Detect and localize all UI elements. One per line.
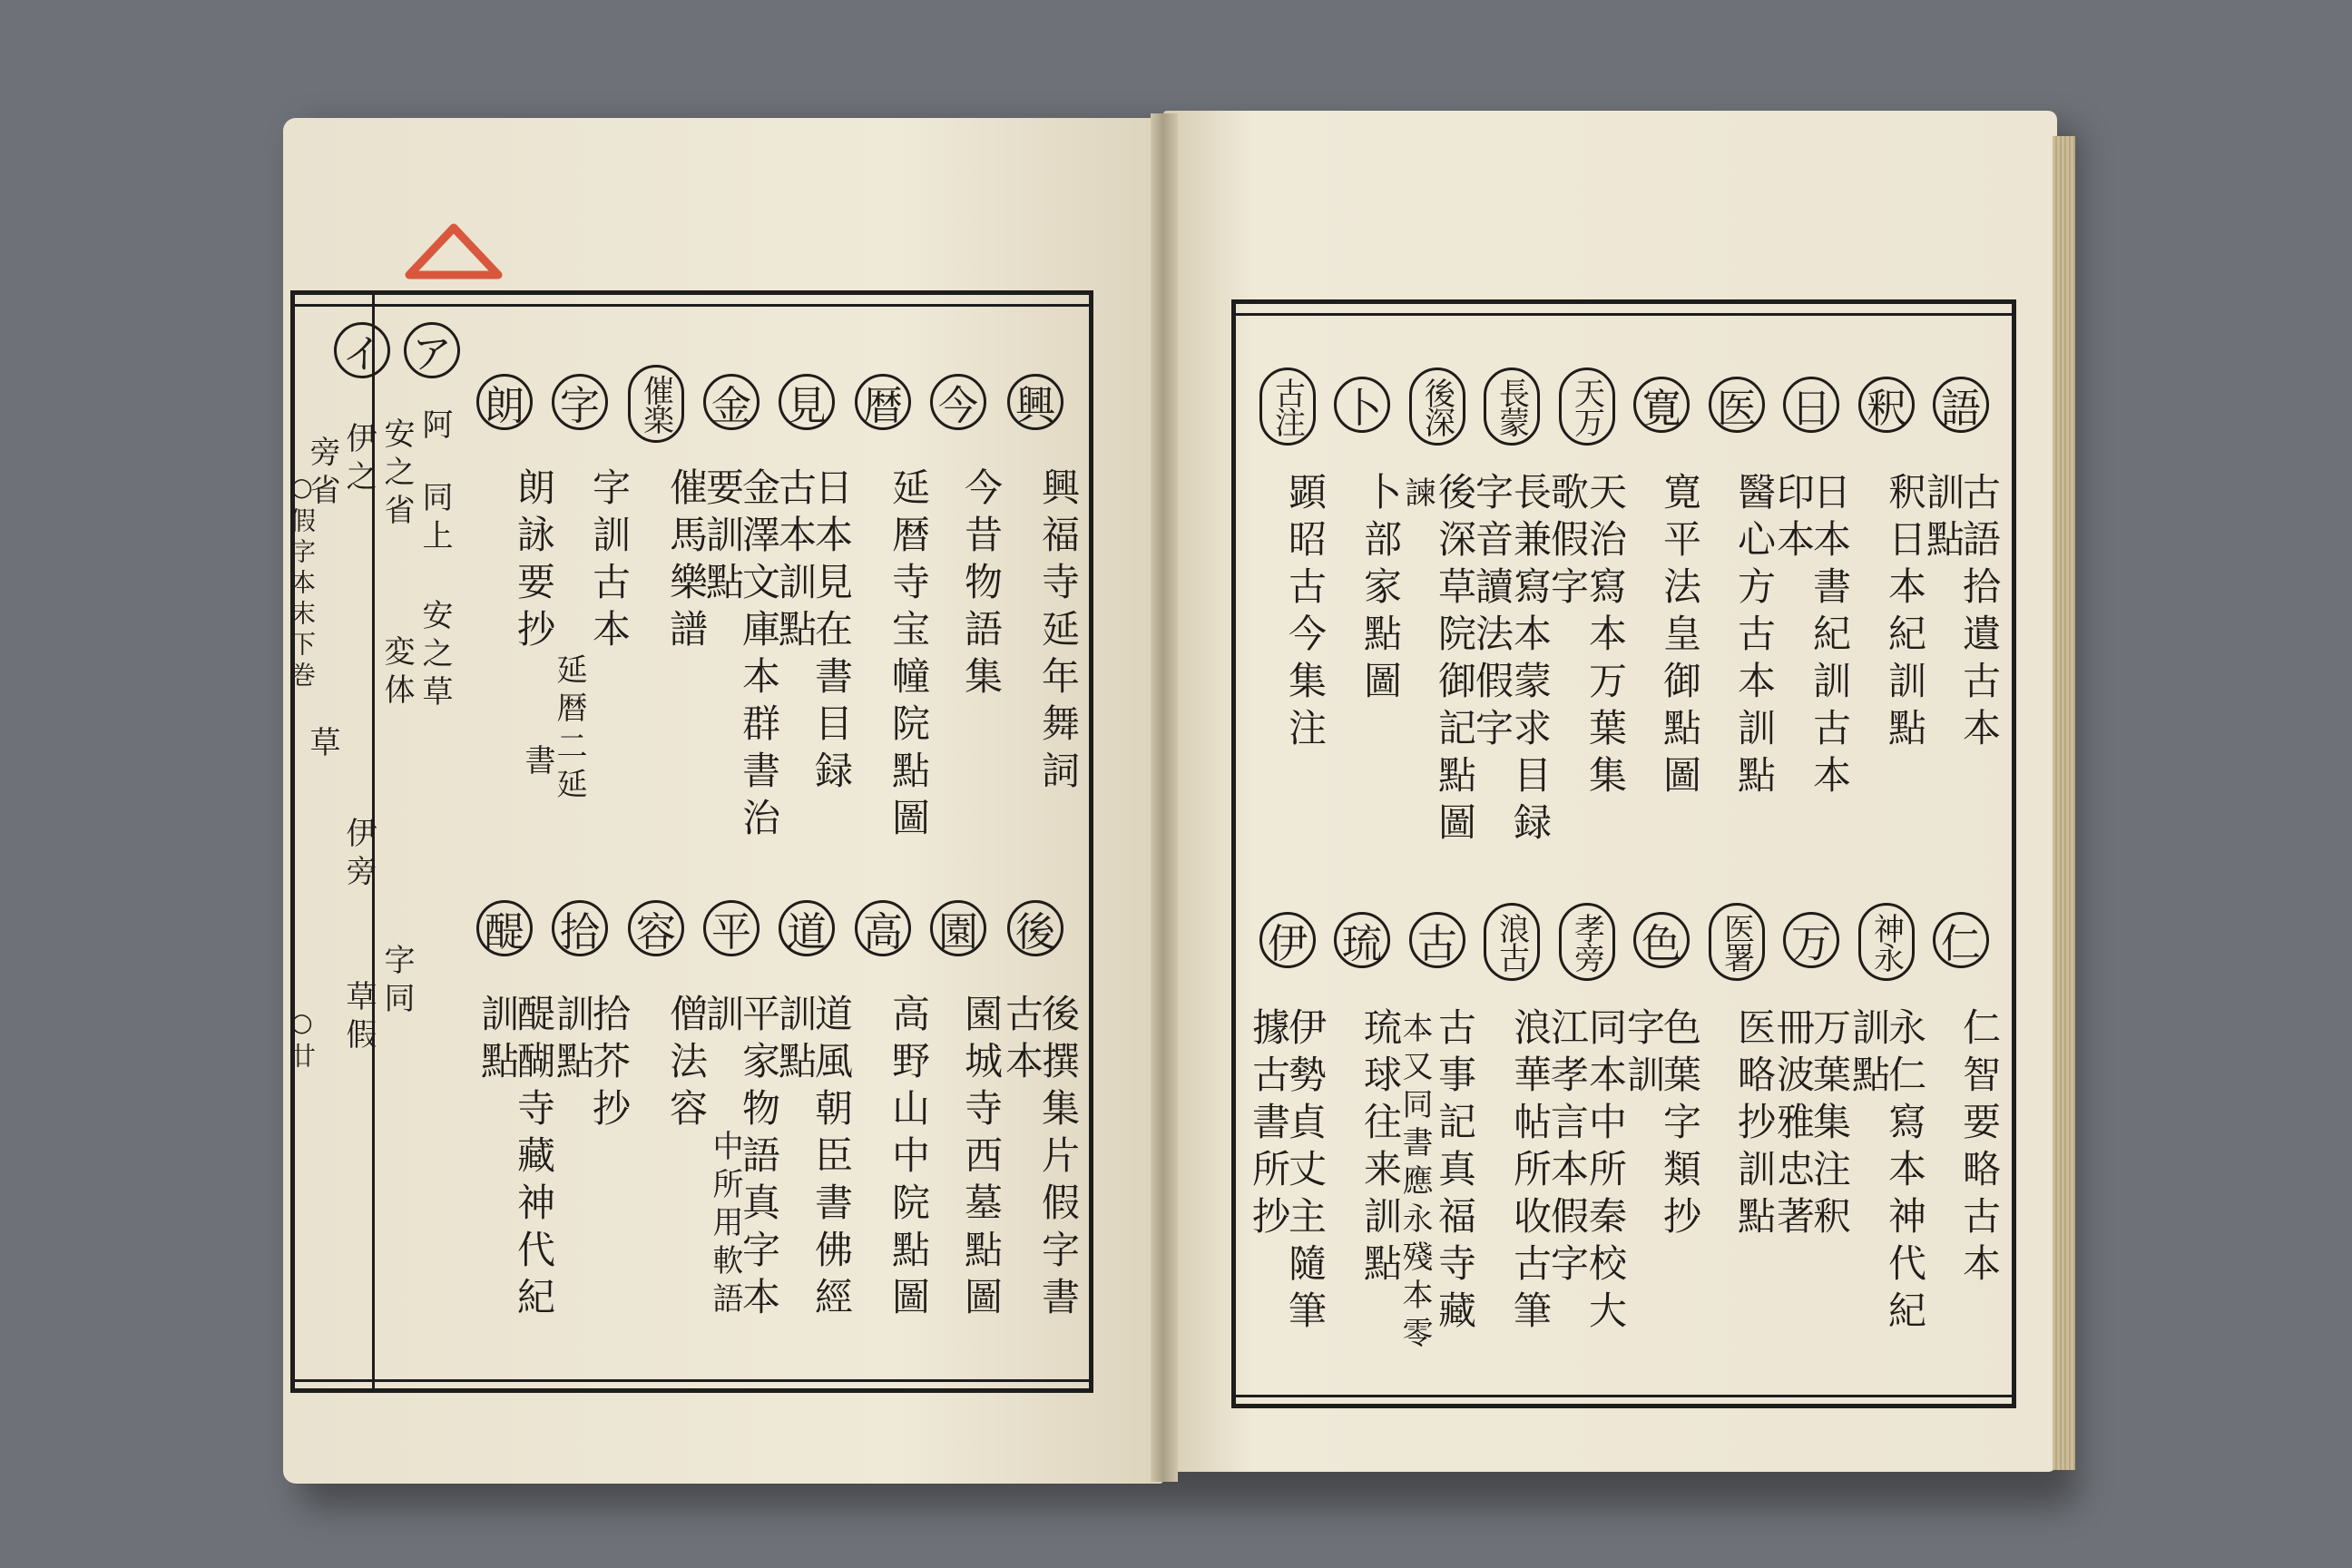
entry-text: 園城寺西墓點圖 <box>959 994 1004 1324</box>
kana-variant-b1: 安之省 <box>378 417 415 532</box>
entry-head: 日 <box>1783 377 1839 433</box>
right-top-inner-rule <box>1231 313 2016 316</box>
entry-text: 卜部家點圖 <box>1358 472 1403 708</box>
entry-head: 平 <box>703 900 760 956</box>
page-edges <box>2053 136 2075 1470</box>
kana-variant-a3: 安之草 <box>416 599 453 713</box>
entry-head: 興 <box>1007 374 1063 430</box>
entry-text: 伊勢貞丈主隨筆 <box>1283 1007 1328 1338</box>
entry-head: 神永 <box>1858 903 1915 981</box>
entry-head: 催楽 <box>628 365 684 443</box>
entry-head: 高 <box>855 900 911 956</box>
entry-head: 琉 <box>1334 912 1390 968</box>
margin-title: ○假字本末下巻 <box>287 472 317 692</box>
entry-text: 釈日本紀訓點 <box>1883 472 1927 755</box>
entry-text: 醫心方古本訓點 <box>1732 472 1777 802</box>
entry-text: 訓點 <box>475 994 520 1088</box>
left-top-inner-rule <box>290 304 1093 307</box>
entry-head: 語 <box>1933 377 1989 433</box>
entry-head: 孝旁 <box>1559 903 1615 981</box>
entry-text: 同本中所秦校大 <box>1583 1007 1628 1338</box>
entry-head: 後 <box>1007 900 1063 956</box>
entry-text: 訓點 <box>551 994 595 1088</box>
entry-head: 醍 <box>476 900 533 956</box>
entry-text: 僧法容 <box>664 994 709 1135</box>
entry-text: 寛平法皇御點圖 <box>1658 472 1702 802</box>
entry-head: 道 <box>779 900 835 956</box>
entry-text: 道風朝臣書佛經 <box>809 994 854 1324</box>
entry-text: 色葉字類抄 <box>1658 1007 1702 1243</box>
entry-text: 古本訓點 <box>773 467 818 656</box>
entry-text: 医略抄訓點 <box>1732 1007 1777 1243</box>
entry-text: 平家物語真字本 <box>737 994 781 1324</box>
entry-text: 訓 <box>701 994 745 1041</box>
entry-text: 高野山中院點圖 <box>887 994 931 1324</box>
entry-text: 顕昭古今集注 <box>1283 472 1328 755</box>
entry-text: 後深草院御記點圖 <box>1433 472 1477 849</box>
left-bottom-inner-rule <box>290 1379 1093 1382</box>
entry-text: 拾芥抄 <box>587 994 632 1135</box>
entry-head: 長蒙 <box>1484 368 1540 446</box>
entry-note: 本又同書應永殘本零 <box>1396 1012 1433 1355</box>
entry-note: 中所用軟語 <box>707 1130 743 1320</box>
entry-text: 浪華帖所收古筆 <box>1508 1007 1553 1338</box>
entry-head: 拾 <box>552 900 608 956</box>
kana-variant-c1: 伊之 <box>340 422 377 498</box>
entry-head: 天万 <box>1559 368 1615 446</box>
entry-text: 永仁寫本神代紀 <box>1883 1007 1927 1338</box>
entry-note: 書 <box>519 744 555 782</box>
entry-head: 伊 <box>1259 912 1316 968</box>
entry-text: 古事記真福寺藏 <box>1433 1007 1477 1338</box>
entry-text: 要訓點 <box>701 467 745 609</box>
entry-head: 医署 <box>1709 903 1765 981</box>
kana-variant-a2: 同上 <box>416 481 453 557</box>
kana-variant-d2: 草 <box>304 726 340 764</box>
entry-head: 色 <box>1633 912 1690 968</box>
entry-head: 金 <box>703 374 760 430</box>
kana-head-a: ア <box>404 322 460 378</box>
entry-head: 卜 <box>1334 377 1390 433</box>
entry-text: 江孝言本假字 <box>1545 1007 1590 1290</box>
entry-text: 訓點 <box>1847 1007 1891 1102</box>
entry-text: 催馬樂譜 <box>664 467 709 656</box>
entry-text: 歌假字 <box>1545 472 1590 613</box>
entry-text: 訓點 <box>773 994 818 1088</box>
entry-head: 朗 <box>476 374 533 430</box>
entry-head: 寛 <box>1633 377 1690 433</box>
entry-head: 釈 <box>1858 377 1915 433</box>
entry-text: 醍醐寺藏神代紀 <box>512 994 556 1324</box>
triangle-mark-icon <box>404 222 504 281</box>
entry-text: 古本 <box>1000 994 1044 1088</box>
entry-head: 暦 <box>855 374 911 430</box>
kana-variant-d1: 旁省 <box>304 436 340 512</box>
entry-head: 古注 <box>1259 368 1316 446</box>
entry-head: 古 <box>1409 912 1465 968</box>
entry-head: 後深 <box>1409 368 1465 446</box>
entry-text: 後撰集片假字書 <box>1036 994 1081 1324</box>
entry-head: 容 <box>628 900 684 956</box>
right-bottom-inner-rule <box>1231 1395 2016 1397</box>
entry-text: 據古書所抄 <box>1247 1007 1291 1243</box>
entry-text: 琉球往来訓點 <box>1358 1007 1403 1290</box>
entry-text: 今昔物語集 <box>959 467 1004 703</box>
entry-text: 古語拾遺古本 <box>1957 472 2002 755</box>
entry-note: 延暦二延 <box>551 653 587 806</box>
entry-text: 字音讀法假字 <box>1470 472 1514 755</box>
book-gutter <box>1151 113 1178 1482</box>
entry-text: 万葉集注釈 <box>1808 1007 1852 1243</box>
entry-head: 万 <box>1783 912 1839 968</box>
entry-head: 浪古 <box>1484 903 1540 981</box>
entry-text: 字訓 <box>1622 1007 1666 1102</box>
kana-variant-c2: 伊旁 <box>340 817 377 893</box>
entry-text: 天治寫本万葉集 <box>1583 472 1628 802</box>
entry-text: 長兼寫本蒙求目録 <box>1508 472 1553 849</box>
entry-text: 朗詠要抄 <box>512 467 556 656</box>
entry-text: 冊波雅忠著 <box>1771 1007 1816 1243</box>
folio-number: ○廿 <box>287 1007 317 1073</box>
kana-variant-d3: 草假 <box>340 980 377 1056</box>
entry-head: 字 <box>552 374 608 430</box>
entry-text: 興福寺延年舞詞 <box>1036 467 1081 798</box>
entry-text: 日本書紀訓古本 <box>1808 472 1852 802</box>
entry-head: 見 <box>779 374 835 430</box>
entry-head: 今 <box>930 374 986 430</box>
entry-text: 延暦寺宝幢院點圖 <box>887 467 931 845</box>
entry-text: 金澤文庫本群書治 <box>737 467 781 845</box>
kana-head-i: イ <box>334 322 390 378</box>
entry-text: 字訓古本 <box>587 467 632 656</box>
entry-text: 仁智要略古本 <box>1957 1007 2002 1290</box>
entry-head: 医 <box>1709 377 1765 433</box>
kana-variant-b2: 変体 <box>378 635 415 711</box>
entry-text: 印本 <box>1771 472 1816 566</box>
kana-variant-a1: 阿 <box>416 408 453 446</box>
entry-text: 日本見在書目録 <box>809 467 854 798</box>
entry-head: 仁 <box>1933 912 1989 968</box>
entry-note: 諫 <box>1399 476 1436 514</box>
entry-head: 園 <box>930 900 986 956</box>
entry-text: 訓點 <box>1921 472 1965 566</box>
kana-variant-b3: 字同 <box>378 944 415 1020</box>
